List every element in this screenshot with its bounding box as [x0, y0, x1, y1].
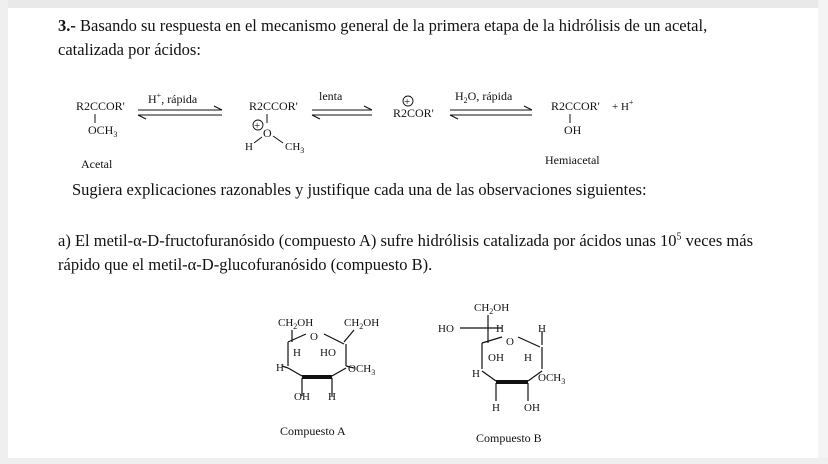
- acetal-och3: $OCH_3$: [88, 123, 118, 139]
- hemiacetal-label: Hemiacetal: [545, 153, 600, 167]
- acetal-formula: R2CCOR': [76, 99, 125, 113]
- step3-label: $H_2O$, rápida: [455, 89, 513, 105]
- oxocarbenium-formula: R2COR': [393, 106, 434, 120]
- oh-bond: [254, 137, 262, 143]
- compound-a-h-inner: H: [293, 347, 301, 359]
- compound-a-ch2oh-right: $CH_2OH$: [344, 317, 380, 331]
- compound-a-ring: [282, 330, 354, 396]
- compound-b-oh-inner: OH: [488, 352, 504, 364]
- item-a-text-end: veces más: [681, 231, 753, 250]
- page-edge-bottom: [0, 458, 828, 464]
- compound-b-h-inner: H: [524, 352, 532, 364]
- step2-label: lenta: [319, 89, 343, 103]
- hemiacetal-formula: R2CCOR': [551, 99, 600, 113]
- compound-b-h-bottom: H: [492, 402, 500, 414]
- compound-a-h-bottom: H: [328, 391, 336, 403]
- compound-a-ch2oh-left: $CH_2OH$: [278, 317, 314, 331]
- compound-b-h-side: H: [496, 323, 504, 335]
- compound-b-h-left: H: [472, 368, 480, 380]
- compound-b-ring-o: O: [506, 336, 514, 348]
- compound-a-label: Compuesto A: [280, 424, 346, 438]
- question-intro-line2: catalizada por ácidos:: [58, 40, 201, 59]
- oxocarbenium-plus: +: [404, 96, 411, 108]
- step1-label: H+, rápida: [148, 91, 198, 106]
- step3-equilibrium-arrow: [450, 106, 532, 119]
- compound-a-ring-o: O: [310, 331, 318, 343]
- compound-a-h-left: H: [276, 362, 284, 374]
- compound-b-label: Compuesto B: [476, 431, 542, 445]
- protonated-formula: R2CCOR': [249, 99, 298, 113]
- compound-b-oh-bottom: OH: [524, 402, 540, 414]
- protonated-o: O: [263, 126, 272, 140]
- hemiacetal-oh: OH: [564, 123, 582, 137]
- hemiacetal-plus-h: + H+: [612, 98, 634, 113]
- item-a-line2: rápido que el metil-α-D-glucofuranósido (compuesto B).: [58, 255, 433, 274]
- item-a-exponent: 5: [676, 231, 682, 243]
- compound-a-ho-inner: HO: [320, 347, 336, 359]
- protonated-ch3: $CH_3$: [285, 141, 305, 155]
- compound-b-och3: $OCH_3$: [538, 372, 566, 386]
- sub-prompt: Sugiera explicaciones razonables y justifique cada una de las observaciones siguientes:: [72, 180, 647, 199]
- compound-b-ho-side: HO: [438, 323, 454, 335]
- step1-equilibrium-arrow: [138, 106, 222, 119]
- protonated-plus: +: [254, 120, 261, 132]
- compound-b-h-right: H: [538, 323, 546, 335]
- compound-a-oh-bottom: OH: [294, 391, 310, 403]
- compound-a-structure: [260, 300, 410, 450]
- question-number: 3.-: [58, 16, 76, 35]
- item-a-text: a) El metil-α-D-fructofuranósido (compuesto A) sufre hidrólisis catalizada por ácidos unas 10: [58, 231, 677, 250]
- item-a: [58, 229, 778, 277]
- compound-a-och3: $OCH_3$: [348, 363, 376, 377]
- protonated-h: H: [245, 141, 253, 153]
- compound-b-structure: [430, 295, 590, 455]
- step2-equilibrium-arrow: [312, 106, 372, 119]
- och3-bond: [273, 136, 283, 143]
- compound-b-ch2oh-top: $CH_2OH$: [474, 302, 510, 316]
- question-intro-line1: Basando su respuesta en el mecanismo general de la primera etapa de la hidrólisis de un acetal,: [80, 16, 708, 35]
- acetal-label: Acetal: [81, 157, 113, 171]
- mechanism-scheme: [0, 0, 828, 180]
